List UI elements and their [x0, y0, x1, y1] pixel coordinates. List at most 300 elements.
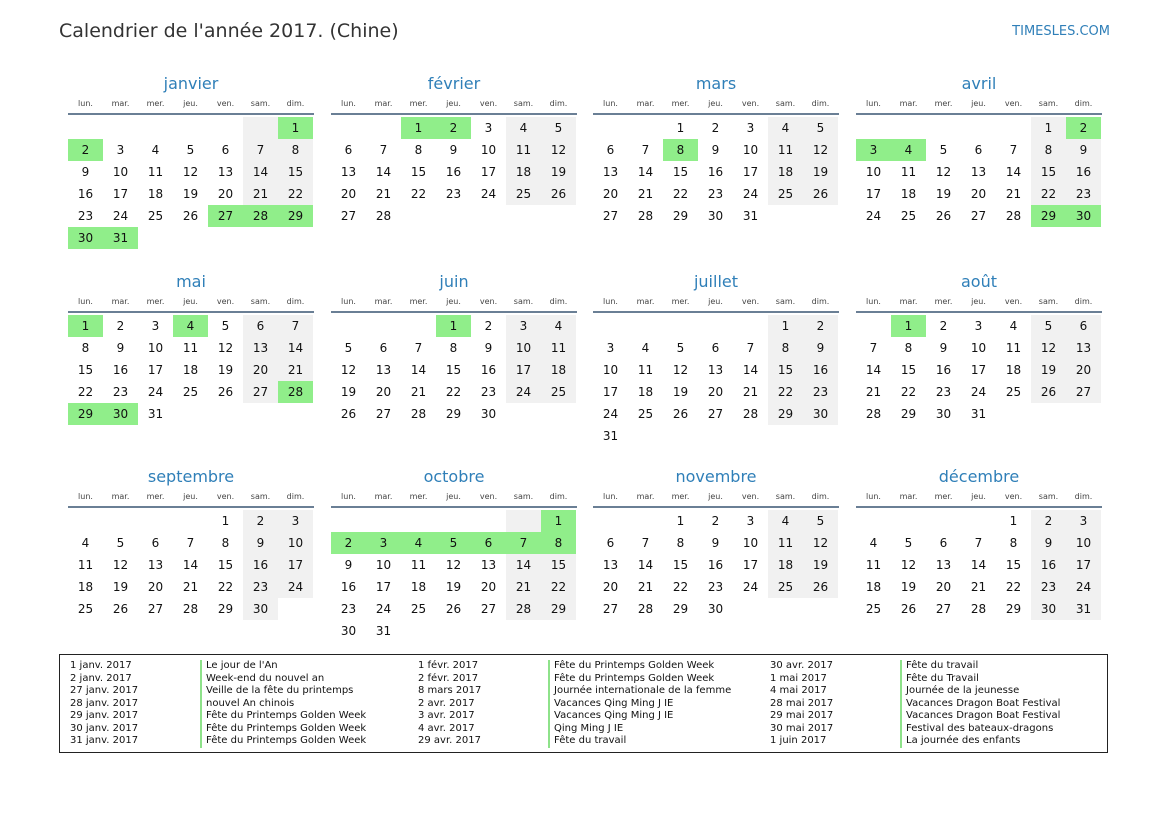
day-cell: 8	[1009, 536, 1018, 550]
day-cell: 16	[707, 165, 724, 179]
day-cell: 14	[243, 161, 278, 183]
day-cell: 6	[606, 143, 615, 157]
day-cell: 21	[375, 187, 392, 201]
day-cell: 8	[1031, 139, 1066, 161]
holiday-day-cell: 29	[1031, 205, 1066, 227]
day-cell: 31	[1066, 598, 1101, 620]
day-cell: 7	[746, 341, 755, 355]
weekday-header	[68, 295, 314, 309]
day-cell: 1	[1031, 117, 1066, 139]
day-cell: 24	[970, 385, 987, 399]
day-cell: 28	[182, 602, 199, 616]
empty-day-cell	[1031, 403, 1066, 425]
day-cell: 30	[1031, 598, 1066, 620]
holiday-name: Fête du Printemps Golden Week	[548, 673, 714, 686]
day-cell: 1	[676, 121, 685, 135]
day-cell: 23	[1066, 183, 1101, 205]
day-cell: 23	[77, 209, 94, 223]
empty-day-cell	[243, 403, 278, 425]
day-cell: 5	[904, 536, 913, 550]
weekday-label: dim.	[286, 99, 305, 108]
day-cell: 2	[711, 514, 720, 528]
holiday-date: 2 janv. 2017	[70, 672, 132, 684]
day-cell: 29	[672, 209, 689, 223]
month-divider	[331, 506, 577, 508]
day-cell: 14	[865, 363, 882, 377]
day-cell: 19	[112, 580, 129, 594]
empty-day-cell	[436, 510, 471, 532]
day-cell: 13	[147, 558, 164, 572]
day-cell: 30	[480, 407, 497, 421]
day-cell: 16	[340, 580, 357, 594]
holiday-day-cell: 2	[436, 117, 471, 139]
day-cell: 29	[672, 602, 689, 616]
day-cell: 7	[869, 341, 878, 355]
month-divider	[856, 311, 1102, 313]
day-cell: 20	[602, 580, 619, 594]
empty-day-cell	[208, 117, 243, 139]
month-name: juillet	[693, 272, 739, 291]
holiday-legend	[59, 654, 1108, 753]
empty-day-cell	[401, 510, 436, 532]
day-cell: 3	[746, 514, 755, 528]
weekday-label: ven.	[1004, 297, 1023, 306]
day-cell: 19	[445, 580, 462, 594]
day-cell: 6	[711, 341, 720, 355]
day-cell: 15	[445, 363, 462, 377]
holiday-name: Fête du Printemps Golden Week	[200, 710, 366, 723]
holiday-date: 28 mai 2017	[770, 697, 834, 709]
empty-day-cell	[278, 227, 313, 249]
day-cell: 22	[541, 576, 576, 598]
day-cell: 15	[1005, 558, 1022, 572]
weekday-label: lun.	[603, 99, 618, 108]
weekday-label: mar.	[111, 99, 130, 108]
day-cell: 7	[379, 143, 388, 157]
day-cell: 22	[672, 580, 689, 594]
day-cell: 9	[1066, 139, 1101, 161]
weekday-label: dim.	[549, 492, 568, 501]
day-cell: 10	[970, 341, 987, 355]
empty-day-cell	[471, 510, 506, 532]
day-cell: 25	[541, 381, 576, 403]
weekday-label: mar.	[111, 492, 130, 501]
day-cell: 11	[865, 558, 882, 572]
day-cell: 8	[676, 536, 685, 550]
empty-day-cell	[208, 403, 243, 425]
day-cell: 5	[116, 536, 125, 550]
holiday-day-cell: 3	[856, 139, 891, 161]
day-cell: 19	[935, 187, 952, 201]
weekday-label: sam.	[775, 297, 796, 306]
empty-day-cell	[243, 117, 278, 139]
day-cell: 4	[506, 117, 541, 139]
day-cell: 27	[480, 602, 497, 616]
weekday-label: mar.	[899, 492, 918, 501]
empty-day-cell	[926, 117, 961, 139]
weekday-label: ven.	[741, 99, 760, 108]
day-cell: 14	[742, 363, 759, 377]
day-cell: 19	[1031, 359, 1066, 381]
day-cell: 11	[147, 165, 164, 179]
holiday-day-cell: 6	[471, 532, 506, 554]
empty-day-cell	[663, 315, 698, 337]
day-cell: 27	[602, 209, 619, 223]
legend-row	[770, 673, 1060, 686]
weekday-label: sam.	[250, 492, 271, 501]
day-grid	[856, 117, 1102, 227]
day-cell: 9	[243, 532, 278, 554]
day-cell: 29	[768, 403, 803, 425]
weekday-label: mer.	[671, 492, 690, 501]
day-cell: 19	[182, 187, 199, 201]
day-cell: 28	[637, 602, 654, 616]
empty-day-cell	[926, 510, 961, 532]
day-cell: 18	[77, 580, 94, 594]
day-cell: 1	[676, 514, 685, 528]
weekday-label: jeu.	[183, 99, 198, 108]
day-cell: 25	[506, 183, 541, 205]
empty-day-cell	[961, 510, 996, 532]
weekday-label: lun.	[341, 99, 356, 108]
day-cell: 20	[970, 187, 987, 201]
holiday-name: La journée des enfants	[900, 735, 1020, 748]
holiday-day-cell: 4	[891, 139, 926, 161]
legend-row	[770, 685, 1060, 698]
empty-day-cell	[856, 117, 891, 139]
weekday-label: mer.	[934, 492, 953, 501]
month-name: septembre	[147, 467, 235, 486]
holiday-date: 31 janv. 2017	[70, 735, 139, 746]
day-cell: 14	[506, 554, 541, 576]
weekday-label: jeu.	[708, 492, 723, 501]
day-cell: 28	[742, 407, 759, 421]
day-cell: 3	[116, 143, 125, 157]
empty-day-cell	[733, 598, 768, 620]
legend-column	[770, 660, 1060, 748]
day-cell: 26	[112, 602, 129, 616]
day-cell: 24	[278, 576, 313, 598]
day-cell: 9	[344, 558, 353, 572]
holiday-name: Vacances Dragon Boat Festival	[900, 698, 1060, 711]
day-cell: 7	[243, 139, 278, 161]
weekday-label: lun.	[341, 297, 356, 306]
weekday-label: sam.	[513, 297, 534, 306]
site-link[interactable]: TIMESLES.COM	[1012, 24, 1110, 39]
day-cell: 13	[243, 337, 278, 359]
day-cell: 19	[541, 161, 576, 183]
day-cell: 27	[602, 602, 619, 616]
day-cell: 5	[676, 341, 685, 355]
month-name: décembre	[938, 467, 1020, 486]
day-cell: 18	[768, 554, 803, 576]
day-cell: 3	[278, 510, 313, 532]
weekday-label: ven.	[741, 492, 760, 501]
weekday-label: ven.	[1004, 492, 1023, 501]
day-cell: 17	[112, 187, 129, 201]
holiday-date: 30 mai 2017	[770, 722, 834, 734]
day-cell: 26	[340, 407, 357, 421]
empty-day-cell	[628, 510, 663, 532]
day-cell: 12	[217, 341, 234, 355]
empty-day-cell	[138, 117, 173, 139]
day-cell: 10	[602, 363, 619, 377]
empty-day-cell	[803, 425, 838, 447]
day-cell: 18	[182, 363, 199, 377]
day-cell: 14	[278, 337, 313, 359]
weekday-label: mar.	[374, 492, 393, 501]
weekday-label: sam.	[513, 99, 534, 108]
empty-day-cell	[996, 117, 1031, 139]
day-cell: 22	[1005, 580, 1022, 594]
holiday-name: Vacances Qing Ming J IE	[548, 710, 673, 723]
weekday-header	[331, 490, 577, 504]
holiday-day-cell: 27	[208, 205, 243, 227]
holiday-day-cell: 31	[103, 227, 138, 249]
day-cell: 24	[112, 209, 129, 223]
month-name: juin	[439, 272, 469, 291]
day-cell: 10	[1066, 532, 1101, 554]
empty-day-cell	[768, 205, 803, 227]
weekday-label: mer.	[409, 492, 428, 501]
empty-day-cell	[856, 510, 891, 532]
day-cell: 1	[221, 514, 230, 528]
day-cell: 21	[278, 359, 313, 381]
day-cell: 31	[602, 429, 619, 443]
holiday-name: Fête du travail	[548, 735, 626, 748]
day-cell: 30	[935, 407, 952, 421]
empty-day-cell	[243, 227, 278, 249]
day-cell: 24	[480, 187, 497, 201]
day-cell: 15	[768, 359, 803, 381]
day-cell: 14	[1005, 165, 1022, 179]
holiday-date: 2 avr. 2017	[418, 697, 475, 709]
weekday-label: lun.	[603, 492, 618, 501]
day-cell: 12	[340, 363, 357, 377]
day-cell: 28	[865, 407, 882, 421]
day-cell: 25	[900, 209, 917, 223]
day-cell: 18	[147, 187, 164, 201]
month-divider	[856, 113, 1102, 115]
day-cell: 25	[637, 407, 654, 421]
day-cell: 25	[1005, 385, 1022, 399]
weekday-label: dim.	[811, 99, 830, 108]
holiday-day-cell: 30	[68, 227, 103, 249]
day-cell: 10	[742, 143, 759, 157]
day-cell: 20	[375, 385, 392, 399]
day-cell: 30	[707, 602, 724, 616]
day-cell: 7	[641, 143, 650, 157]
day-cell: 15	[77, 363, 94, 377]
day-cell: 21	[970, 580, 987, 594]
weekday-label: mar.	[899, 99, 918, 108]
empty-day-cell	[1066, 403, 1101, 425]
weekday-label: mar.	[111, 297, 130, 306]
weekday-label: jeu.	[971, 492, 986, 501]
day-cell: 26	[935, 209, 952, 223]
weekday-label: mar.	[636, 297, 655, 306]
day-cell: 12	[1031, 337, 1066, 359]
day-cell: 23	[243, 576, 278, 598]
day-cell: 6	[243, 315, 278, 337]
day-cell: 5	[541, 117, 576, 139]
legend-row	[770, 710, 1060, 723]
day-cell: 31	[742, 209, 759, 223]
day-cell: 5	[221, 319, 230, 333]
legend-row	[70, 685, 366, 698]
month-divider	[593, 506, 839, 508]
day-cell: 19	[803, 554, 838, 576]
day-cell: 11	[1005, 341, 1022, 355]
day-cell: 13	[1066, 337, 1101, 359]
day-cell: 11	[77, 558, 94, 572]
legend-row	[418, 660, 731, 673]
weekday-label: jeu.	[446, 492, 461, 501]
day-cell: 17	[278, 554, 313, 576]
day-cell: 21	[243, 183, 278, 205]
empty-day-cell	[331, 315, 366, 337]
day-cell: 14	[970, 558, 987, 572]
day-cell: 16	[1066, 161, 1101, 183]
day-cell: 11	[182, 341, 199, 355]
day-cell: 2	[243, 510, 278, 532]
holiday-day-cell: 29	[68, 403, 103, 425]
day-cell: 28	[410, 407, 427, 421]
day-cell: 10	[278, 532, 313, 554]
day-cell: 24	[375, 602, 392, 616]
weekday-label: mer.	[146, 297, 165, 306]
empty-day-cell	[366, 315, 401, 337]
weekday-label: lun.	[341, 492, 356, 501]
day-cell: 11	[768, 532, 803, 554]
day-cell: 31	[147, 407, 164, 421]
day-grid	[68, 510, 314, 620]
day-cell: 26	[541, 183, 576, 205]
day-cell: 13	[602, 165, 619, 179]
day-cell: 27	[375, 407, 392, 421]
month-calendar	[68, 271, 314, 425]
day-cell: 26	[803, 576, 838, 598]
day-cell: 20	[935, 580, 952, 594]
day-cell: 26	[182, 209, 199, 223]
empty-day-cell	[541, 205, 576, 227]
day-cell: 27	[707, 407, 724, 421]
day-cell: 16	[445, 165, 462, 179]
day-cell: 13	[707, 363, 724, 377]
day-cell: 18	[768, 161, 803, 183]
day-cell: 24	[602, 407, 619, 421]
weekday-label: sam.	[1038, 492, 1059, 501]
day-cell: 8	[414, 143, 423, 157]
day-cell: 16	[707, 558, 724, 572]
day-cell: 4	[151, 143, 160, 157]
day-cell: 27	[970, 209, 987, 223]
day-cell: 8	[221, 536, 230, 550]
month-divider	[593, 311, 839, 313]
day-cell: 11	[410, 558, 427, 572]
empty-day-cell	[593, 117, 628, 139]
month-divider	[68, 506, 314, 508]
holiday-day-cell: 4	[173, 315, 208, 337]
holiday-date: 2 févr. 2017	[418, 672, 479, 684]
day-cell: 6	[151, 536, 160, 550]
legend-row	[70, 723, 366, 736]
day-grid	[593, 315, 839, 447]
day-cell: 6	[221, 143, 230, 157]
day-cell: 27	[340, 209, 357, 223]
day-cell: 6	[344, 143, 353, 157]
month-name: mai	[176, 272, 206, 291]
day-grid	[593, 510, 839, 620]
day-cell: 23	[935, 385, 952, 399]
day-cell: 29	[900, 407, 917, 421]
page-title: Calendrier de l'année 2017. (Chine)	[59, 20, 399, 42]
day-cell: 11	[900, 165, 917, 179]
empty-day-cell	[506, 205, 541, 227]
day-cell: 25	[768, 576, 803, 598]
day-cell: 14	[182, 558, 199, 572]
day-cell: 30	[340, 624, 357, 638]
weekday-label: sam.	[513, 492, 534, 501]
holiday-name: Week-end du nouvel an	[200, 673, 324, 686]
legend-row	[70, 673, 366, 686]
holiday-date: 4 mai 2017	[770, 685, 827, 696]
empty-day-cell	[173, 227, 208, 249]
empty-day-cell	[401, 315, 436, 337]
day-cell: 28	[506, 598, 541, 620]
day-cell: 12	[803, 532, 838, 554]
weekday-label: mer.	[409, 297, 428, 306]
day-cell: 20	[1066, 359, 1101, 381]
day-cell: 25	[410, 602, 427, 616]
weekday-label: dim.	[549, 297, 568, 306]
holiday-name: Journée internationale de la femme	[548, 685, 731, 698]
day-cell: 18	[506, 161, 541, 183]
legend-row	[70, 698, 366, 711]
weekday-label: mer.	[934, 99, 953, 108]
day-cell: 2	[803, 315, 838, 337]
day-cell: 9	[1031, 532, 1066, 554]
day-cell: 27	[935, 602, 952, 616]
empty-day-cell	[856, 315, 891, 337]
day-cell: 17	[1066, 554, 1101, 576]
day-cell: 2	[484, 319, 493, 333]
month-divider	[331, 311, 577, 313]
legend-row	[770, 660, 1060, 673]
legend-row	[70, 710, 366, 723]
day-cell: 15	[541, 554, 576, 576]
empty-day-cell	[593, 510, 628, 532]
holiday-name: Vacances Qing Ming J IE	[548, 698, 673, 711]
day-cell: 19	[672, 385, 689, 399]
day-cell: 21	[637, 187, 654, 201]
day-cell: 12	[672, 363, 689, 377]
day-cell: 21	[742, 385, 759, 399]
day-cell: 6	[939, 536, 948, 550]
day-cell: 8	[768, 337, 803, 359]
day-cell: 15	[672, 165, 689, 179]
empty-day-cell	[663, 425, 698, 447]
empty-day-cell	[628, 315, 663, 337]
weekday-label: dim.	[1074, 99, 1093, 108]
day-cell: 30	[707, 209, 724, 223]
day-grid	[331, 315, 577, 425]
day-cell: 18	[1005, 363, 1022, 377]
day-cell: 7	[974, 536, 983, 550]
weekday-header	[856, 97, 1102, 111]
holiday-name: Fête du Printemps Golden Week	[200, 723, 366, 736]
empty-day-cell	[366, 510, 401, 532]
